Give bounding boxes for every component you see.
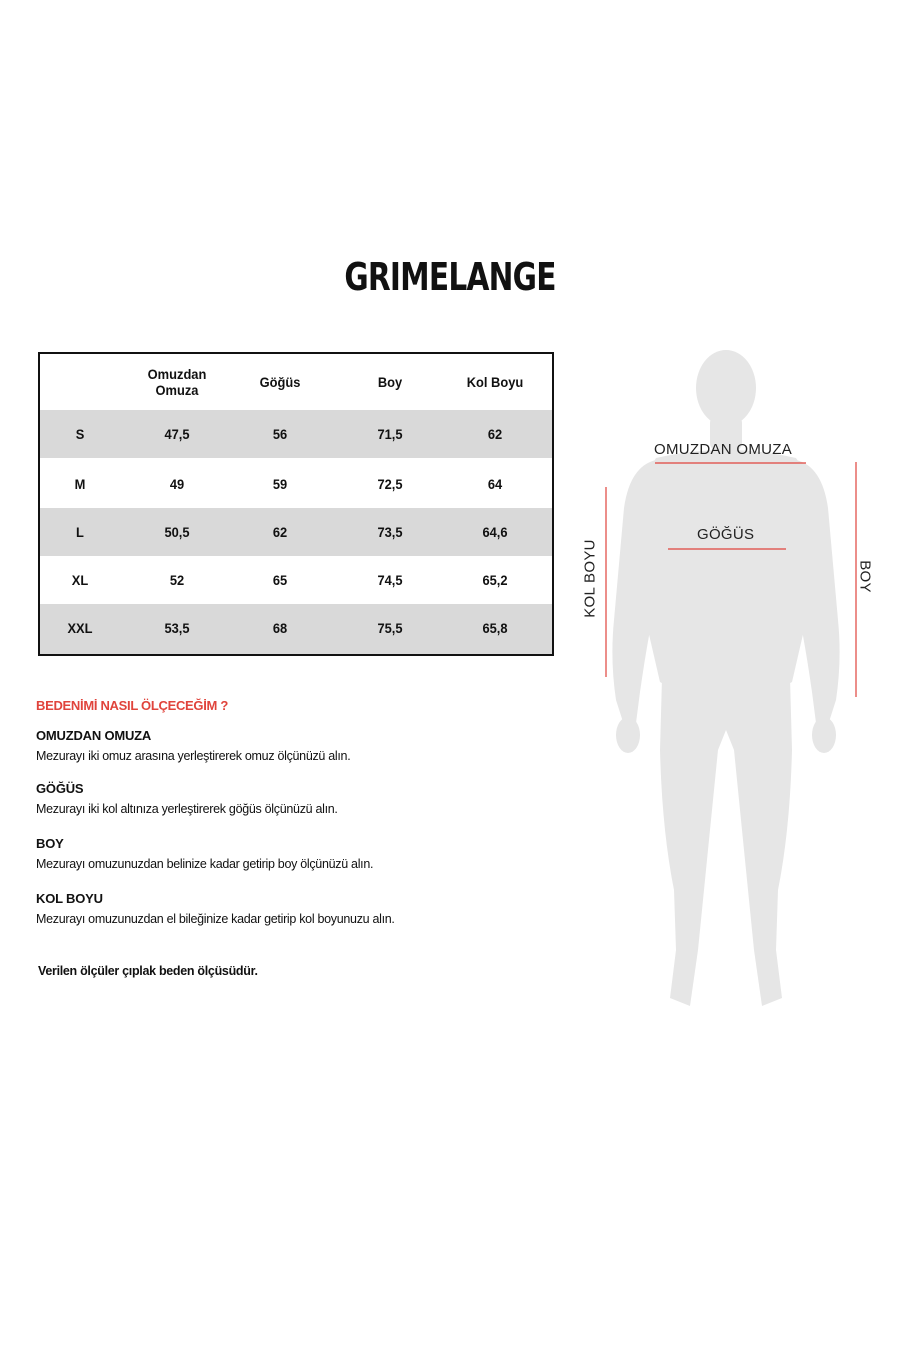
- shoulder-label: OMUZDAN OMUZA: [654, 441, 793, 458]
- length-label: BOY: [856, 560, 874, 593]
- header-length: Boy: [377, 374, 403, 390]
- sleeve-cell: 64: [487, 476, 503, 492]
- sleeve-cell: 64,6: [482, 524, 508, 540]
- section-text: Mezurayı iki omuz arasına yerleştirerek omuz ölçünüzü alın.: [36, 749, 351, 763]
- section-text: Mezurayı iki kol altınıza yerleştirerek göğüs ölçünüzü alın.: [36, 802, 338, 816]
- howto-title: BEDENİMİ NASIL ÖLÇECEĞİM ?: [36, 698, 229, 713]
- chest-cell: 65: [272, 572, 288, 588]
- body-silhouette: [560, 330, 900, 1030]
- section-heading: KOL BOYU: [36, 891, 103, 906]
- sleeve-label: KOL BOYU: [581, 539, 599, 618]
- table-row: [40, 508, 552, 556]
- shoulder-cell: 50,5: [164, 524, 190, 540]
- section-heading: GÖĞÜS: [36, 781, 84, 796]
- header-sleeve: Kol Boyu: [466, 374, 524, 390]
- shoulder-cell: 53,5: [164, 620, 190, 636]
- howto-section-shoulder: [36, 728, 350, 763]
- section-heading: BOY: [36, 836, 64, 851]
- length-cell: 73,5: [377, 524, 403, 540]
- table-row: [40, 604, 552, 654]
- size-table: [38, 352, 554, 656]
- size-cell: XL: [71, 572, 89, 588]
- section-text: Mezurayı omuzunuzdan el bileğinize kadar getirip kol boyunuzu alın.: [36, 912, 395, 926]
- length-cell: 75,5: [377, 620, 403, 636]
- chest-cell: 68: [272, 620, 288, 636]
- header-chest: Göğüs: [259, 374, 301, 390]
- table-header-row: [40, 354, 552, 410]
- sleeve-cell: 65,2: [482, 572, 508, 588]
- howto-section-chest: [36, 781, 338, 816]
- length-cell: 71,5: [377, 426, 403, 442]
- howto-section-length: [36, 836, 373, 871]
- chest-cell: 59: [272, 476, 288, 492]
- sleeve-cell: 62: [487, 426, 503, 442]
- shoulder-cell: 52: [169, 572, 185, 588]
- section-heading: OMUZDAN OMUZA: [36, 728, 152, 743]
- section-text: Mezurayı omuzunuzdan belinize kadar getirip boy ölçünüzü alın.: [36, 857, 374, 871]
- measurement-note: Verilen ölçüler çıplak beden ölçüsüdür.: [38, 964, 258, 978]
- chest-label: GÖĞÜS: [697, 526, 755, 543]
- shoulder-cell: 47,5: [164, 426, 190, 442]
- length-cell: 72,5: [377, 476, 403, 492]
- size-cell: M: [74, 476, 86, 492]
- size-cell: L: [76, 524, 84, 540]
- table-row: [40, 460, 552, 508]
- header-shoulder: Omuzdan Omuza: [147, 366, 207, 398]
- sleeve-cell: 65,8: [482, 620, 508, 636]
- table-row: [40, 410, 552, 458]
- chest-cell: 56: [272, 426, 288, 442]
- shoulder-cell: 49: [169, 476, 185, 492]
- howto-section-sleeve: [36, 891, 395, 926]
- length-cell: 74,5: [377, 572, 403, 588]
- size-cell: XXL: [67, 620, 93, 636]
- table-row: [40, 556, 552, 604]
- size-cell: S: [75, 426, 85, 442]
- brand-title: GRIMELANGE: [344, 255, 556, 299]
- chest-cell: 62: [272, 524, 288, 540]
